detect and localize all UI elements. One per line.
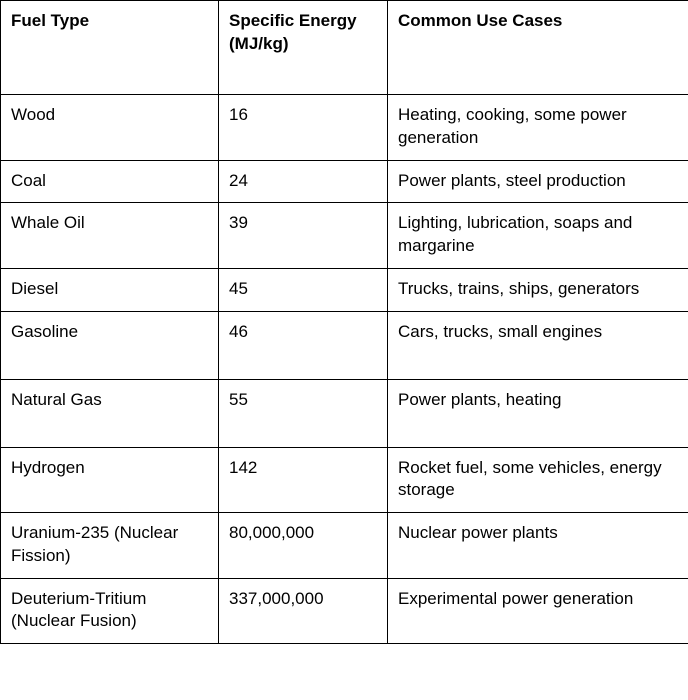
cell-fuel-type: Coal <box>1 160 219 203</box>
column-header-fuel-type: Fuel Type <box>1 1 219 95</box>
table-header <box>1 1 688 95</box>
cell-common-use-cases: Nuclear power plants <box>388 513 688 579</box>
cell-specific-energy: 337,000,000 <box>219 578 388 644</box>
cell-specific-energy: 39 <box>219 203 388 269</box>
cell-specific-energy: 46 <box>219 311 388 379</box>
cell-fuel-type: Deuterium-Tritium (Nuclear Fusion) <box>1 578 219 644</box>
cell-fuel-type: Whale Oil <box>1 203 219 269</box>
cell-common-use-cases: Rocket fuel, some vehicles, energy storage <box>388 447 688 513</box>
cell-specific-energy: 45 <box>219 268 388 311</box>
table-row <box>1 513 688 579</box>
cell-specific-energy: 55 <box>219 379 388 447</box>
cell-common-use-cases: Experimental power generation <box>388 578 688 644</box>
table-row <box>1 578 688 644</box>
cell-common-use-cases: Heating, cooking, some power generation <box>388 95 688 161</box>
cell-common-use-cases: Power plants, heating <box>388 379 688 447</box>
table-row <box>1 95 688 161</box>
column-header-common-use-cases: Common Use Cases <box>388 1 688 95</box>
cell-fuel-type: Diesel <box>1 268 219 311</box>
cell-common-use-cases: Trucks, trains, ships, generators <box>388 268 688 311</box>
cell-fuel-type: Gasoline <box>1 311 219 379</box>
cell-specific-energy: 16 <box>219 95 388 161</box>
table-row <box>1 379 688 447</box>
table-body <box>1 95 688 644</box>
table-header-row <box>1 1 688 95</box>
cell-common-use-cases: Lighting, lubrication, soaps and margarine <box>388 203 688 269</box>
cell-fuel-type: Natural Gas <box>1 379 219 447</box>
cell-common-use-cases: Power plants, steel production <box>388 160 688 203</box>
cell-common-use-cases: Cars, trucks, small engines <box>388 311 688 379</box>
table-row <box>1 203 688 269</box>
cell-fuel-type: Uranium-235 (Nuclear Fission) <box>1 513 219 579</box>
table-row <box>1 311 688 379</box>
cell-specific-energy: 80,000,000 <box>219 513 388 579</box>
table-row <box>1 160 688 203</box>
table-row <box>1 447 688 513</box>
cell-specific-energy: 142 <box>219 447 388 513</box>
table-row <box>1 268 688 311</box>
cell-fuel-type: Wood <box>1 95 219 161</box>
cell-specific-energy: 24 <box>219 160 388 203</box>
cell-fuel-type: Hydrogen <box>1 447 219 513</box>
column-header-specific-energy: Specific Energy (MJ/kg) <box>219 1 388 95</box>
